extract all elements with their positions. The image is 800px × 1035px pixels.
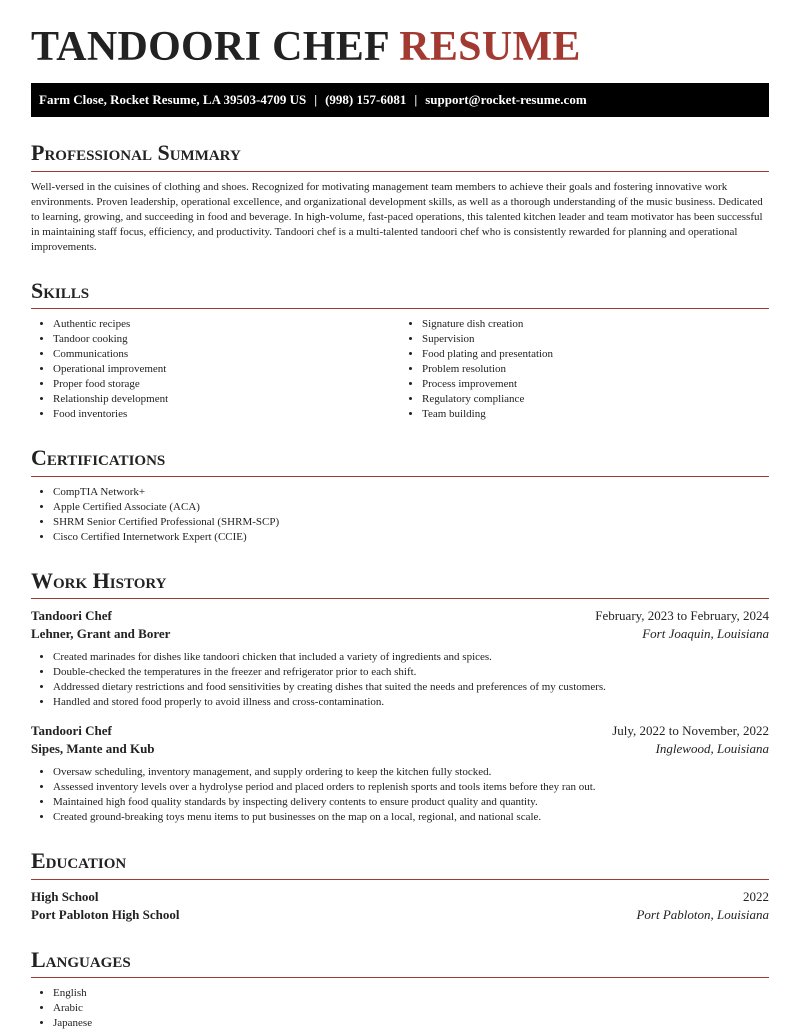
language-item: • English (53, 986, 769, 1001)
certification-item: • Cisco Certified Internetwork Expert (CCIE) (53, 530, 769, 545)
education-heading: Education (31, 848, 127, 873)
job-bullets (31, 765, 769, 825)
job-role: Tandoori Chef (31, 608, 112, 623)
job-company: Lehner, Grant and Borer (31, 626, 171, 641)
resume-title (31, 26, 769, 68)
skill-item: • Proper food storage (53, 377, 400, 392)
title-main: TANDOORI CHEF (31, 24, 389, 70)
job-location: Fort Joaquin, Louisiana (642, 626, 769, 641)
resume-page (31, 0, 769, 1031)
job-bullet: • Created ground-breaking toys menu items to put businesses on the map on a local, regional, and national scale. (53, 810, 769, 825)
education-school: Port Pabloton High School (31, 906, 180, 922)
contact-phone: (998) 157-6081 (325, 92, 407, 107)
languages-list (31, 986, 769, 1031)
skill-item: • Signature dish creation (422, 317, 769, 332)
skill-item: • Operational improvement (53, 362, 400, 377)
job-bullet: • Handled and stored food properly to avoid illness and cross-contamination. (53, 695, 769, 710)
section-divider (31, 879, 769, 880)
certification-item: • SHRM Senior Certified Professional (SHRM-SCP) (53, 515, 769, 530)
skill-item: • Food inventories (53, 407, 400, 422)
job-bullet: • Double-checked the temperatures in the freezer and refrigerator prior to each shift. (53, 665, 769, 680)
title-accent: RESUME (399, 24, 581, 70)
skill-item: • Regulatory compliance (422, 392, 769, 407)
job-header-row (31, 722, 769, 740)
section-divider (31, 476, 769, 477)
language-item: • Japanese (53, 1016, 769, 1031)
contact-separator: | (414, 92, 418, 107)
skill-item: • Authentic recipes (53, 317, 400, 332)
skill-item: • Relationship development (53, 392, 400, 407)
job-bullet: • Assessed inventory levels over a hydrolyse period and placed orders to replenish sports and tools items before they ran out. (53, 780, 769, 795)
job-dates: July, 2022 to November, 2022 (612, 723, 769, 738)
skill-item: • Problem resolution (422, 362, 769, 377)
skill-item: • Communications (53, 347, 400, 362)
summary-heading: Professional Summary (31, 140, 241, 165)
education-degree: High School (31, 888, 99, 904)
job-bullet: • Maintained high food quality standards by inspecting delivery contents to ensure product quality and quantity. (53, 795, 769, 810)
education-year: 2022 (743, 888, 769, 904)
job-location: Inglewood, Louisiana (655, 741, 769, 756)
contact-bar (31, 83, 769, 117)
job-bullets (31, 650, 769, 710)
section-divider (31, 171, 769, 172)
job-company: Sipes, Mante and Kub (31, 741, 155, 756)
job-bullet: • Addressed dietary restrictions and food sensitivities by creating dishes that suited the needs and preferences of my customers. (53, 680, 769, 695)
skills-columns (31, 317, 769, 422)
certifications-list (31, 485, 769, 545)
skill-item: • Team building (422, 407, 769, 422)
job-role: Tandoori Chef (31, 723, 112, 738)
skills-heading: Skills (31, 277, 90, 303)
skills-right-column (400, 317, 769, 422)
certification-item: • Apple Certified Associate (ACA) (53, 500, 769, 515)
languages-heading: Languages (31, 946, 131, 972)
skill-item: • Food plating and presentation (422, 347, 769, 362)
contact-address: Farm Close, Rocket Resume, LA 39503-4709 US (39, 92, 307, 107)
contact-separator: | (314, 92, 318, 107)
job-company-row (31, 740, 769, 758)
skills-left-list (31, 317, 400, 422)
job-bullet: • Oversaw scheduling, inventory management, and supply ordering to keep the kitchen fully stocked. (53, 765, 769, 780)
job-company-row (31, 625, 769, 643)
contact-email: support@rocket-resume.com (425, 92, 587, 107)
job-bullet: • Created marinades for dishes like tandoori chicken that included a variety of ingredients and spices. (53, 650, 769, 665)
section-divider (31, 308, 769, 309)
skill-item: • Process improvement (422, 377, 769, 392)
skill-item: • Supervision (422, 332, 769, 347)
skill-item: • Tandoor cooking (53, 332, 400, 347)
job-header-row (31, 607, 769, 625)
job-entry (31, 607, 769, 710)
language-item: • Arabic (53, 1001, 769, 1016)
summary-text: Well-versed in the cuisines of clothing and shoes. Recognized for motivating management team members to achieve their goals and fostering innovative work environments. Proven leadership, operational excellence, and organizational development skills, as well as a thorough understanding of the music business. Dedicated to learning, growing, and succeeding in food and beverage. In high-volume, fast-paced operations, this talented kitchen leader and team motivator has been successful in maintaining staff focus, efficiency, and productivity. Tandoori chef is a multi-talented tandoori chef who is consistently rewarded for planning and operational improvements. (31, 180, 763, 253)
section-divider (31, 598, 769, 599)
certification-item: • CompTIA Network+ (53, 485, 769, 500)
skills-left-column (31, 317, 400, 422)
education-location: Port Pabloton, Louisiana (636, 906, 769, 922)
skills-right-list (400, 317, 769, 422)
education-row (31, 888, 769, 906)
job-dates: February, 2023 to February, 2024 (595, 608, 769, 623)
certifications-heading: Certifications (31, 445, 166, 470)
education-school-row (31, 906, 769, 924)
work-history-heading: Work History (31, 567, 167, 593)
section-divider (31, 977, 769, 978)
job-entry (31, 722, 769, 825)
